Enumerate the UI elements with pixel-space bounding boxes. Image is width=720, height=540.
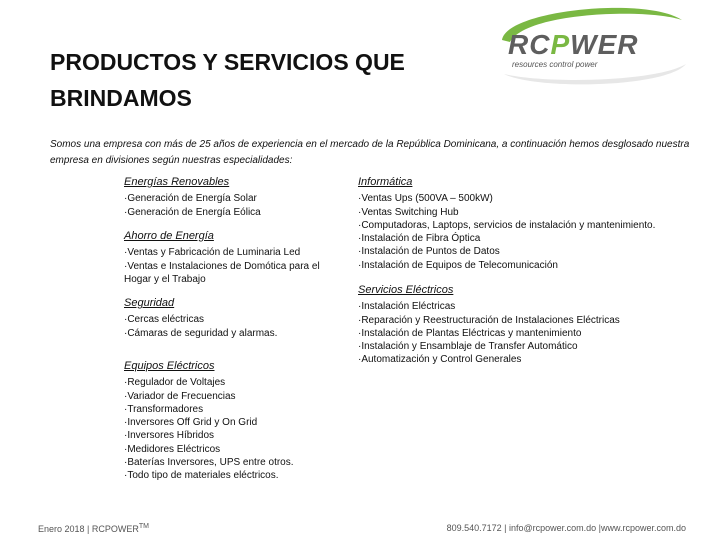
section-list	[124, 246, 344, 286]
list-item: ·Instalación de Fibra Óptica	[358, 233, 481, 245]
list-item: ·Automatización y Control Generales	[358, 354, 522, 366]
rcpower-logo	[496, 2, 690, 90]
list-item: ·Instalación de Equipos de Telecomunicación	[358, 259, 558, 271]
list-item: ·Generación de Energía Eólica	[124, 206, 261, 218]
list-item: ·Ventas Switching Hub	[358, 206, 459, 218]
section-heading: Seguridad	[124, 297, 175, 309]
section-list	[124, 376, 354, 482]
logo-wordmark: RCPWER	[508, 29, 639, 60]
list-item: ·Generación de Energía Solar	[124, 193, 257, 205]
section-heading: Equipos Eléctricos	[124, 360, 215, 372]
section-seguridad	[124, 297, 354, 340]
list-item: ·Inversores Híbridos	[124, 430, 215, 442]
section-heading: Ahorro de Energía	[124, 230, 214, 242]
logo-tagline: resources control power	[512, 60, 598, 69]
list-item: ·Baterías Inversores, UPS entre otros.	[124, 457, 294, 469]
section-equipos-electricos	[124, 360, 354, 483]
list-item: ·Medidores Eléctricos	[124, 443, 221, 455]
section-energias-renovables	[124, 176, 354, 219]
section-ahorro-de-energia	[124, 230, 344, 286]
list-item: ·Instalación de Puntos de Datos	[358, 246, 500, 258]
list-item: ·Ventas y Fabricación de Luminaria Led	[124, 247, 301, 259]
section-list	[124, 313, 354, 340]
list-item: ·Ventas Ups (500VA – 500kW)	[358, 193, 493, 205]
section-list	[358, 300, 698, 366]
page-title-line-2: BRINDAMOS	[50, 85, 192, 111]
section-servicios-electricos	[358, 284, 698, 367]
list-item: ·Variador de Frecuencias	[124, 390, 236, 402]
page-title	[50, 44, 510, 116]
list-item: ·Transformadores	[124, 403, 204, 415]
list-item: ·Cercas eléctricas	[124, 314, 205, 326]
list-item: ·Instalación Eléctricas	[358, 301, 456, 313]
list-item: ·Cámaras de seguridad y alarmas.	[124, 327, 278, 339]
list-item: ·Computadoras, Laptops, servicios de instalación y mantenimiento.	[358, 219, 656, 231]
section-list	[124, 192, 354, 219]
footer-contact: 809.540.7172 | info@rcpower.com.do |www.rcpower.com.do	[446, 523, 686, 533]
section-list	[358, 192, 698, 272]
section-informatica	[358, 176, 698, 272]
section-heading: Servicios Eléctricos	[358, 284, 454, 296]
list-item: ·Inversores Off Grid y On Grid	[124, 417, 258, 429]
section-heading: Informática	[358, 176, 413, 188]
list-item: ·Instalación de Plantas Eléctricas y mantenimiento	[358, 327, 582, 339]
intro-paragraph: Somos una empresa con más de 25 años de experiencia en el mercado de la República Dominicana, a continuación hemos desglosado nuestra empresa en divisiones según nuestras especialidades:	[50, 139, 690, 166]
trademark-mark: TM	[138, 523, 149, 530]
list-item: ·Instalación y Ensamblaje de Transfer Automático	[358, 341, 578, 353]
list-item: ·Reparación y Reestructuración de Instalaciones Eléctricas	[358, 314, 620, 326]
list-item: ·Regulador de Voltajes	[124, 377, 226, 389]
section-heading: Energías Renovables	[124, 176, 230, 188]
footer-date: Enero 2018 | RCPOWER™	[38, 523, 149, 534]
list-item: ·Ventas e Instalaciones de Domótica para el Hogar y el Trabajo	[124, 260, 320, 285]
page-title-line-1: PRODUCTOS Y SERVICIOS QUE	[50, 49, 405, 75]
list-item: ·Todo tipo de materiales eléctricos.	[124, 470, 279, 482]
